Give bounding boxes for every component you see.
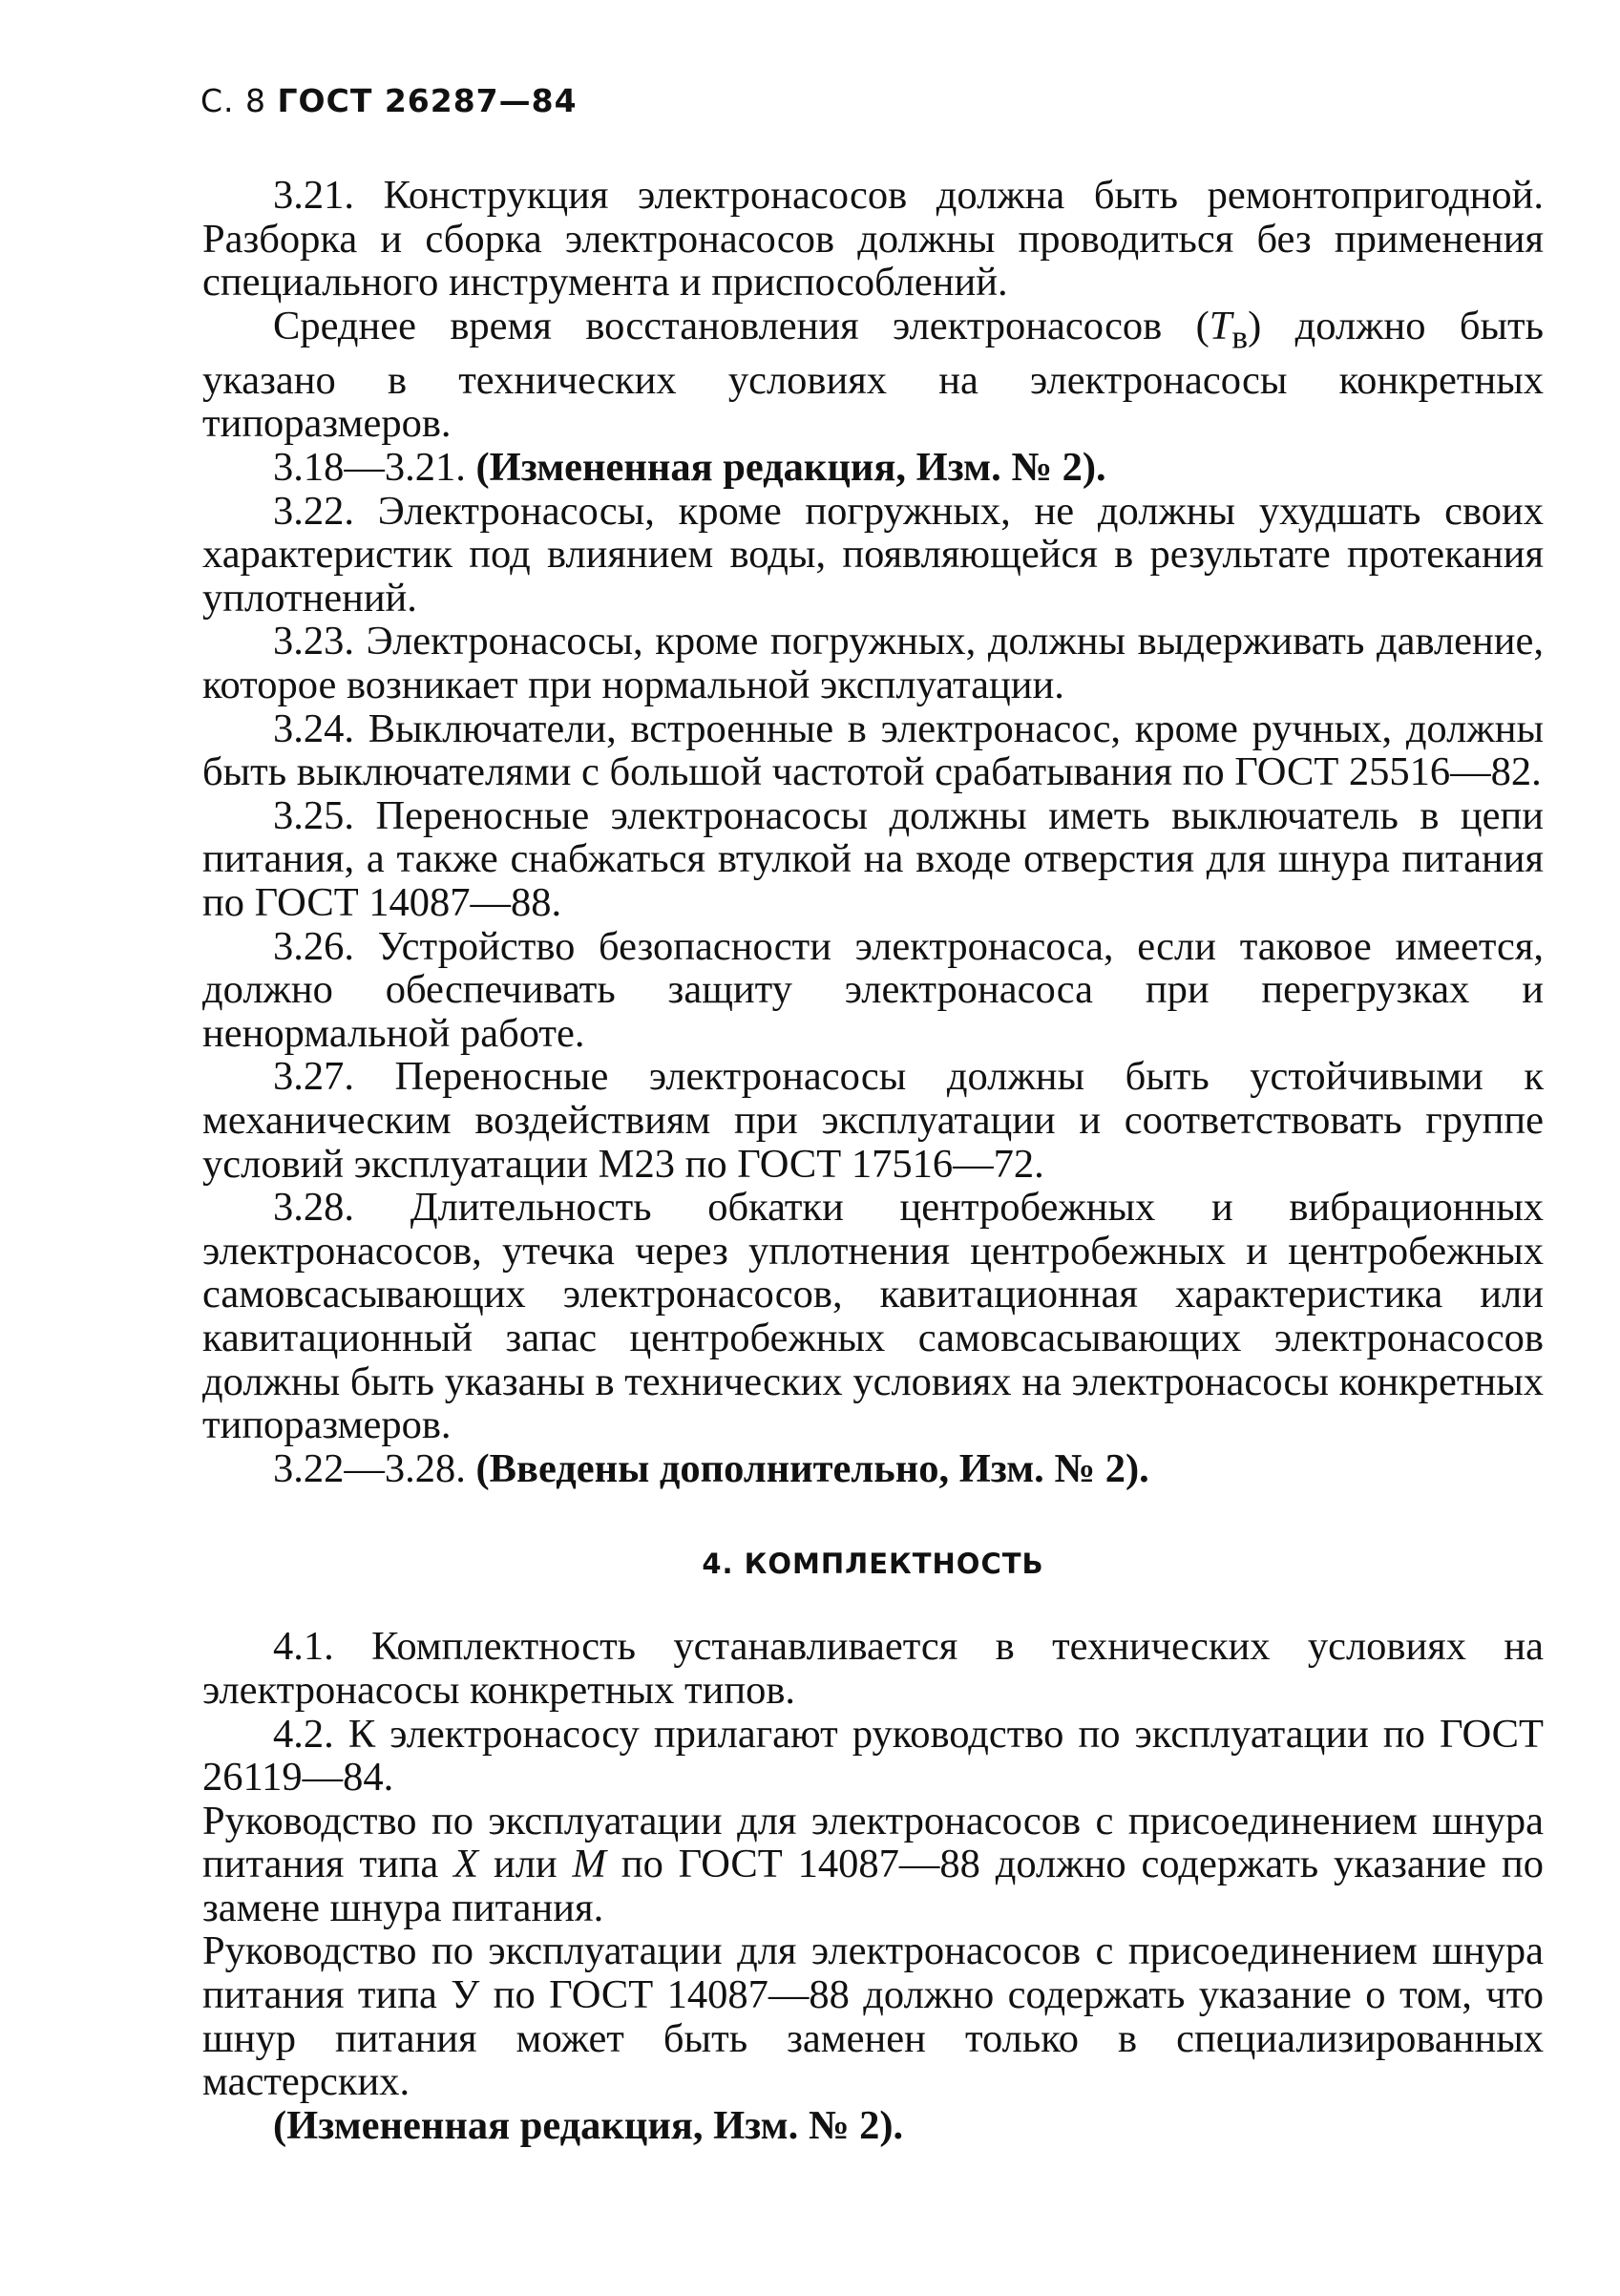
paragraph-3-21-recovery-time [202,305,1544,446]
paragraph-3-25: 3.25. Переносные электронасосы должны иметь выключатель в цепи питания, а также снабжаться втулкой на входе отверстия для шнура питания по ГОСТ 14087—88. [202,792,1544,925]
page-header [200,82,578,119]
cord-text-or: или [478,1842,573,1887]
amendment-note-3-22-3-28 [202,1447,1544,1491]
paragraph-3-28: 3.28. Длительность обкатки центробежных и вибрационных электронасосов, утечка через уплотнения центробежных и центробежных самовсасывающих электронасосов, кавитационная характеристика или кавитационный запас центробежных самовсасывающих электронасосов должны быть указаны в технических условиях на электронасосы конкретных типоразмеров. [202,1185,1544,1448]
paragraph-3-22: 3.22. Электронасосы, кроме погружных, не должны ухудшать своих характеристик под влиянием воды, появляющейся в результате протекания уплотнений. [202,488,1544,621]
amendment-note-section-4: (Измененная редакция, Изм. № 2). [273,2102,904,2148]
standard-code: ГОСТ 26287—84 [277,82,578,119]
paragraph-3-27: 3.27. Переносные электронасосы должны быть устойчивыми к механическим воздействиям при эксплуатации и соответствовать группе условий эксплуатации М23 по ГОСТ 17516—72. [202,1054,1544,1187]
paragraph-3-24: 3.24. Выключатели, встроенные в электронасос, кроме ручных, должны быть выключателями с большой частотой срабатывания по ГОСТ 25516—82. [202,706,1544,795]
paragraph-3-21: 3.21. Конструкция электронасосов должна быть ремонтопригодной. Разборка и сборка электронасосов должны проводиться без применения специального инструмента и приспособлений. [202,173,1544,305]
note-range: 3.18—3.21. [273,445,466,491]
note-text: (Измененная редакция, Изм. № 2). [475,445,1106,491]
cord-text-end: по ГОСТ 14087—88 должно содержать указание по замене шнура питания. [202,1842,1544,1930]
recovery-time-symbol: Т [1209,303,1232,348]
page-number: С. 8 [200,82,267,119]
recovery-time-subscript: в [1231,317,1249,356]
paragraph-4-2: 4.2. К электронасосу прилагают руководство по эксплуатации по ГОСТ 26119—84. [202,1711,1544,1801]
amendment-note-3-18-3-21 [202,446,1544,490]
paragraph-4-2-cord-replacement [202,1800,1544,1930]
paragraph-3-23: 3.23. Электронасосы, кроме погружных, должны выдерживать давление, которое возникает при нормальной эксплуатации. [202,619,1544,708]
recovery-time-text-end: ) должно быть указано в технических условиях на электронасосы конкретных типоразмеров. [202,303,1544,447]
cord-type-m: M [572,1842,606,1887]
note-range: 3.22—3.28. [273,1445,466,1491]
paragraph-3-26: 3.26. Устройство безопасности электронасоса, если таковое имеется, должно обеспечивать защиту электронасоса при перегрузках и ненормальной работе. [202,923,1544,1056]
cord-type-x: X [453,1842,479,1887]
paragraph-4-2-specialized-workshops: Руководство по эксплуатации для электронасосов с присоединением шнура питания типа У по ГОСТ 14087—88 должно содержать указание о том, что шнур питания может быть заменен только в специализированных мастерских. [202,1928,1544,2105]
section-4-heading: 4. КОМПЛЕКТНОСТЬ [702,1548,1044,1581]
cord-text-start: Руководство по эксплуатации для электронасосов с присоединением шнура питания типа [202,1798,1544,1887]
recovery-time-text-start: Среднее время восстановления электронасосов ( [273,303,1210,348]
note-text: (Введены дополнительно, Изм. № 2). [475,1445,1149,1491]
paragraph-4-1: 4.1. Комплектность устанавливается в технических условиях на электронасосы конкретных типов. [202,1624,1544,1713]
document-body [202,174,1544,2147]
